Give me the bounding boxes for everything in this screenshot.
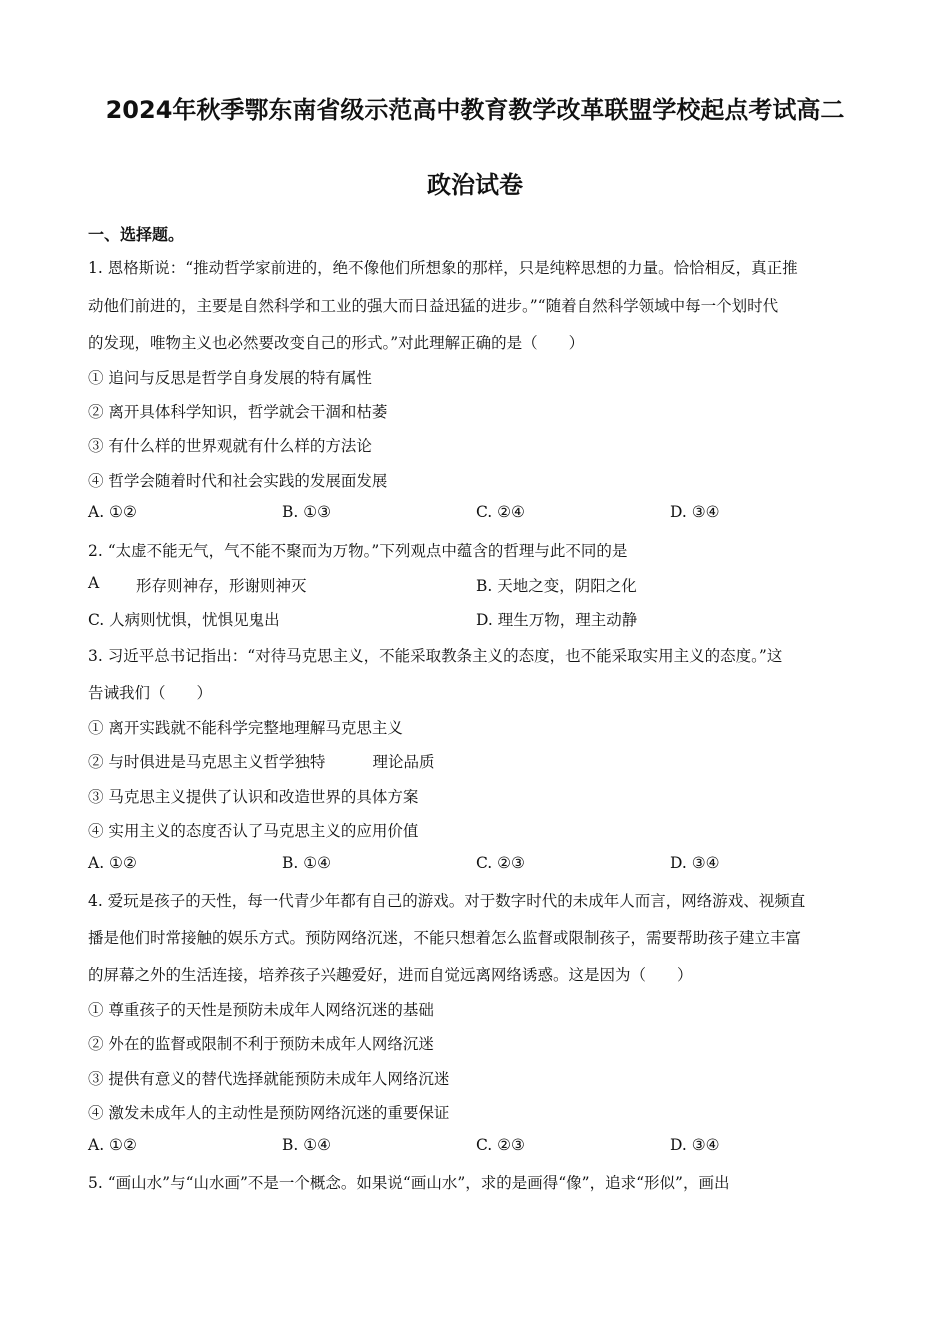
question-2-option-c[interactable]: C. 人病则忧惧，忧惧见鬼出 [88, 611, 280, 629]
page-title-line-2: 政治试卷 [427, 171, 523, 199]
question-2-option-a-text[interactable]: 形存则神存，形谢则神灭 [136, 577, 307, 595]
question-1-option-c[interactable]: C. ②④ [476, 503, 525, 521]
question-2-stem-line: 2. “太虚不能无气，气不能不聚而为万物。”下列观点中蕴含的哲理与此不同的是 [88, 542, 628, 560]
question-4-statement: ③ 提供有意义的替代选择就能预防未成年人网络沉迷 [88, 1070, 450, 1088]
question-1-stem-line: 的发现，唯物主义也必然要改变自己的形式。”对此理解正确的是（ ） [88, 334, 585, 352]
question-1-statement: ① 追问与反思是哲学自身发展的特有属性 [88, 369, 372, 387]
question-3-option-a[interactable]: A. ①② [88, 854, 137, 872]
question-2-option-a-label[interactable]: A [88, 574, 100, 592]
section-heading: 一、选择题。 [88, 225, 185, 244]
question-1-option-a[interactable]: A. ①② [88, 503, 137, 521]
question-1-statement: ③ 有什么样的世界观就有什么样的方法论 [88, 437, 372, 455]
question-1-option-d[interactable]: D. ③④ [670, 503, 720, 521]
question-4-statement: ④ 激发未成年人的主动性是预防网络沉迷的重要保证 [88, 1104, 450, 1122]
question-3-statement-part: ② 与时俱进是马克思主义哲学独特 [88, 753, 326, 771]
question-3-statement: ① 离开实践就不能科学完整地理解马克思主义 [88, 719, 403, 737]
question-5-stem-line: 5. “画山水”与“山水画”不是一个概念。如果说“画山水”，求的是画得“像”，追求“形似”，画出 [88, 1174, 730, 1192]
question-4-stem-line: 4. 爱玩是孩子的天性，每一代青少年都有自己的游戏。对于数字时代的未成年人而言，网络游戏、视频直 [88, 892, 806, 910]
question-3-stem-line: 告诫我们（ ） [88, 684, 213, 702]
question-1-statement: ④ 哲学会随着时代和社会实践的发展面发展 [88, 472, 388, 490]
question-4-statement: ② 外在的监督或限制不利于预防未成年人网络沉迷 [88, 1035, 434, 1053]
question-3-statement [88, 750, 434, 772]
question-1-stem-line: 1. 恩格斯说：“推动哲学家前进的，绝不像他们所想象的那样，只是纯粹思想的力量。恰恰相反，真正推 [88, 259, 798, 277]
question-4-option-d[interactable]: D. ③④ [670, 1136, 720, 1154]
question-4-option-b[interactable]: B. ①④ [282, 1136, 332, 1154]
question-4-statement: ① 尊重孩子的天性是预防未成年人网络沉迷的基础 [88, 1001, 434, 1019]
question-3-statement-part: 理论品质 [372, 753, 435, 771]
question-4-option-a[interactable]: A. ①② [88, 1136, 137, 1154]
question-1-stem-line: 动他们前进的，主要是自然科学和工业的强大而日益迅猛的进步。”“随着自然科学领域中每一个划时代 [88, 297, 779, 315]
question-2-option-d[interactable]: D. 理生万物，理主动静 [476, 611, 638, 629]
question-3-statement: ③ 马克思主义提供了认识和改造世界的具体方案 [88, 788, 419, 806]
question-3-option-c[interactable]: C. ②③ [476, 854, 525, 872]
question-3-option-d[interactable]: D. ③④ [670, 854, 720, 872]
question-1-statement: ② 离开具体科学知识，哲学就会干涸和枯萎 [88, 403, 388, 421]
question-4-stem-line: 的屏幕之外的生活连接，培养孩子兴趣爱好，进而自觉远离网络诱惑。这是因为（ ） [88, 966, 693, 984]
question-3-option-b[interactable]: B. ①④ [282, 854, 332, 872]
question-3-stem-line: 3. 习近平总书记指出：“对待马克思主义，不能采取教条主义的态度，也不能采取实用主义的态度。”这 [88, 647, 783, 665]
question-4-option-c[interactable]: C. ②③ [476, 1136, 525, 1154]
question-3-statement: ④ 实用主义的态度否认了马克思主义的应用价值 [88, 822, 419, 840]
question-2-option-b[interactable]: B. 天地之变，阴阳之化 [476, 577, 637, 595]
question-4-stem-line: 播是他们时常接触的娱乐方式。预防网络沉迷，不能只想着怎么监督或限制孩子，需要帮助孩子建立丰富 [88, 929, 802, 947]
question-1-option-b[interactable]: B. ①③ [282, 503, 332, 521]
page-title-line-1: 2024年秋季鄂东南省级示范高中教育教学改革联盟学校起点考试高二 [105, 96, 845, 124]
